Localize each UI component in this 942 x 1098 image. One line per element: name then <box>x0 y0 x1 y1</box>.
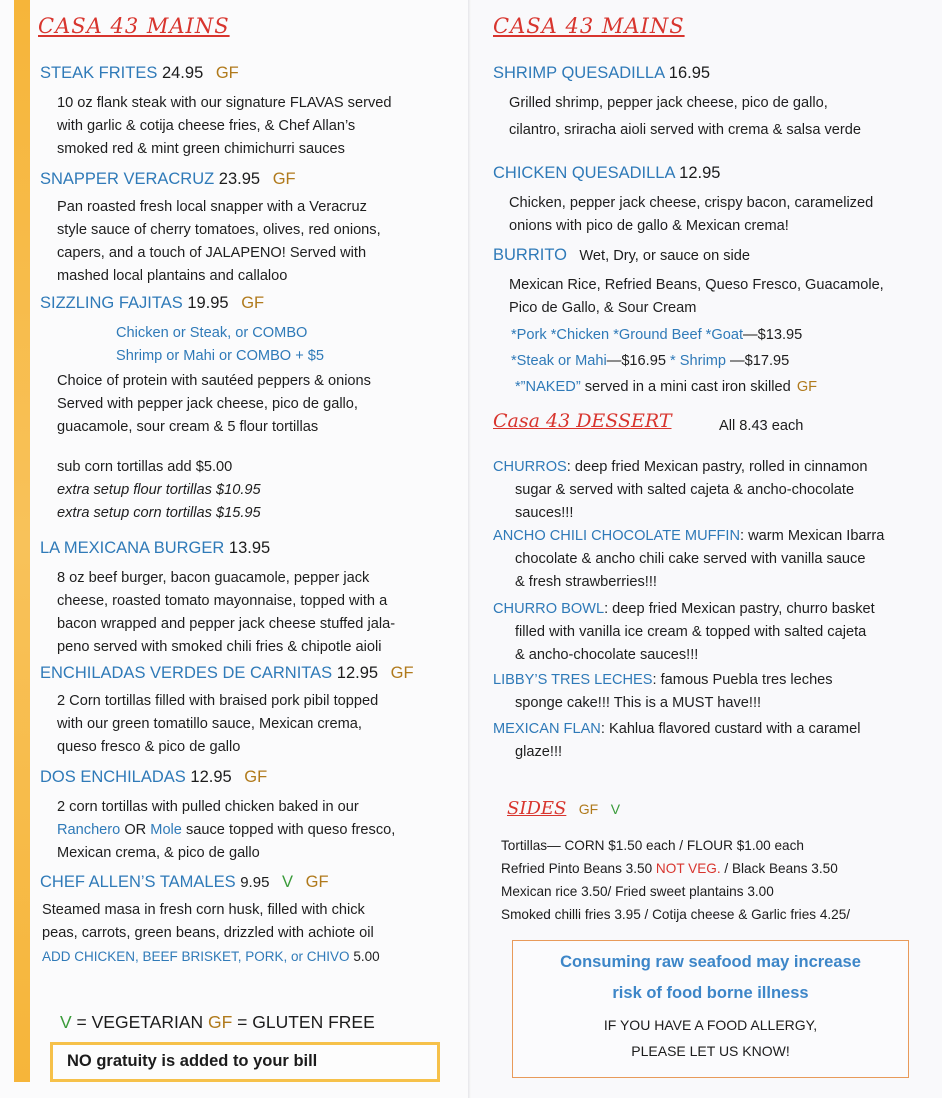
dessert-title: Casa 43 DESSERT <box>493 410 672 432</box>
dessert-line: filled with vanilla ice cream & topped with salted cajeta <box>515 624 867 640</box>
extra-line: extra setup flour tortillas $10.95 <box>57 482 261 498</box>
dessert-line <box>493 598 875 621</box>
dessert-name: LIBBY’S TRES LECHES <box>493 672 653 688</box>
price: —$16.95 <box>606 353 671 369</box>
item-price: 12.95 <box>679 164 721 182</box>
side-line: Mexican rice 3.50/ Fried sweet plantains 3.00 <box>501 884 774 899</box>
desc-line: 2 corn tortillas with pulled chicken baked in our <box>57 799 359 815</box>
item-heading <box>40 294 264 313</box>
legend-v: V <box>60 1012 72 1032</box>
item-heading <box>493 164 720 183</box>
side-line: Smoked chilli fries 3.95 / Cotija cheese & Garlic fries 4.25/ <box>501 907 851 922</box>
sides-list <box>501 834 850 926</box>
dessert-desc: : deep fried Mexican pastry, rolled in cinnamon <box>566 459 868 475</box>
item-heading <box>40 64 239 83</box>
desc-line: Mexican Rice, Refried Beans, Queso Fresco, Guacamole, <box>509 277 884 293</box>
desc-line: style sauce of cherry tomatoes, olives, red onions, <box>57 222 381 238</box>
sauce-option: Ranchero <box>57 822 121 838</box>
protein-options <box>116 322 324 368</box>
item-description <box>42 899 380 968</box>
add-protein-line <box>42 945 380 968</box>
desc-line: 2 Corn tortillas filled with braised pork pibil topped <box>57 693 379 709</box>
dessert-line: & ancho-chocolate sauces!!! <box>515 647 699 663</box>
item-price: 12.95 <box>190 768 232 786</box>
page-title: CASA 43 MAINS <box>493 14 685 38</box>
desc-line: Served with pepper jack cheese, pico de gallo, <box>57 396 358 412</box>
item-name: SNAPPER VERACRUZ <box>40 170 215 188</box>
desc-line: capers, and a touch of JALAPENO! Served with <box>57 245 367 261</box>
decorative-orange-bar <box>14 0 30 1082</box>
desc-line: bacon wrapped and pepper jack cheese stuffed jala- <box>57 616 396 632</box>
item-heading <box>40 873 329 892</box>
dessert-line <box>493 718 860 741</box>
desc-line: onions with pico de gallo & Mexican crema! <box>509 218 789 234</box>
legend <box>60 1012 375 1033</box>
desc-line <box>57 819 395 842</box>
desc-line: Choice of protein with sautéed peppers & onions <box>57 373 371 389</box>
dessert-desc: : Kahlua flavored custard with a caramel <box>600 721 861 737</box>
desc-line: guacamole, sour cream & 5 flour tortillas <box>57 419 319 435</box>
desc-line: Grilled shrimp, pepper jack cheese, pico de gallo, <box>509 95 828 111</box>
legend-gf: GF <box>208 1012 233 1032</box>
dessert-item <box>493 598 875 667</box>
dessert-line <box>493 669 833 692</box>
desc-text: sauce topped with queso fresco, <box>181 822 396 838</box>
legend-v-text: = VEGETARIAN <box>71 1012 208 1032</box>
desc-line: queso fresco & pico de gallo <box>57 739 241 755</box>
allergy-line: IF YOU HAVE A FOOD ALLERGY, <box>603 1017 818 1033</box>
gf-tag: GF <box>578 801 599 817</box>
burrito-prices <box>511 324 817 399</box>
side-line <box>501 857 850 880</box>
naked-desc: served in a mini cast iron skilled <box>580 379 795 395</box>
desc-line: peas, carrots, green beans, drizzled with achiote oil <box>42 925 374 941</box>
item-price: 24.95 <box>161 64 204 82</box>
gf-tag: GF <box>215 64 239 82</box>
price: —$13.95 <box>743 327 803 343</box>
item-name: STEAK FRITES <box>40 64 158 82</box>
option-line: Chicken or Steak, or COMBO <box>116 325 308 341</box>
dessert-line: & fresh strawberries!!! <box>515 574 657 590</box>
item-description <box>57 567 395 659</box>
gf-tag: GF <box>241 294 265 312</box>
add-options: ADD CHICKEN, BEEF BRISKET, PORK, or CHIVO <box>42 949 350 964</box>
item-name: SIZZLING FAJITAS <box>40 294 183 312</box>
dessert-name: CHURROS <box>493 459 567 475</box>
extra-line: extra setup corn tortillas $15.95 <box>57 505 261 521</box>
item-heading <box>493 246 750 265</box>
item-heading <box>40 664 414 683</box>
dessert-desc: : warm Mexican Ibarra <box>740 528 885 544</box>
dessert-line <box>493 525 884 548</box>
desc-line: Pan roasted fresh local snapper with a Veracruz <box>57 199 367 215</box>
dessert-line: sponge cake!!! This is a MUST have!!! <box>515 695 762 711</box>
protein-list: *Pork *Chicken *Ground Beef *Goat <box>511 327 744 343</box>
item-name: BURRITO <box>493 246 567 264</box>
veg-tag: V <box>282 873 294 891</box>
dessert-line: chocolate & ancho chili cake served with vanilla sauce <box>515 551 866 567</box>
conjunction: OR <box>120 822 151 838</box>
menu-right-page <box>471 0 942 1098</box>
desc-line: Pico de Gallo, & Sour Cream <box>509 300 697 316</box>
dessert-line <box>493 456 867 479</box>
desc-line: mashed local plantains and callaloo <box>57 268 288 284</box>
gf-tag: GF <box>244 768 268 786</box>
item-price: 23.95 <box>218 170 261 188</box>
price: —$17.95 <box>725 353 790 369</box>
protein-list: *Steak or Mahi <box>511 353 607 369</box>
item-price: 9.95 <box>240 874 270 891</box>
item-name: CHICKEN QUESADILLA <box>493 164 675 182</box>
gf-tag: GF <box>305 873 329 891</box>
veg-tag: V <box>610 801 621 817</box>
item-price: 16.95 <box>668 64 711 82</box>
item-description <box>509 92 861 142</box>
item-price: 13.95 <box>228 539 271 557</box>
extra-line: sub corn tortillas add $5.00 <box>57 459 233 475</box>
dessert-desc: : deep fried Mexican pastry, churro basket <box>604 601 875 617</box>
protein-list: * Shrimp <box>670 353 726 369</box>
not-veg-note: NOT VEG. <box>655 861 721 876</box>
item-description <box>57 370 371 439</box>
desc-line: Steamed masa in fresh corn husk, filled with chick <box>42 902 365 918</box>
sides-title: SIDES <box>507 798 567 819</box>
dessert-name: ANCHO CHILI CHOCOLATE MUFFIN <box>493 528 741 544</box>
item-heading <box>40 768 267 787</box>
item-description <box>509 192 873 238</box>
dessert-line: sugar & served with salted cajeta & ancho-chocolate <box>515 482 855 498</box>
item-name: SHRIMP QUESADILLA <box>493 64 665 82</box>
side-text: / Black Beans 3.50 <box>720 861 838 876</box>
item-description <box>57 690 378 759</box>
side-line: Tortillas— CORN $1.50 each / FLOUR $1.00 each <box>501 838 804 853</box>
allergy-warning-box <box>512 940 909 1078</box>
option-line: Shrimp or Mahi or COMBO + $5 <box>116 348 325 364</box>
warning-line: risk of food borne illness <box>612 984 809 1002</box>
page-title: CASA 43 MAINS <box>38 14 230 38</box>
item-name: ENCHILADAS VERDES DE CARNITAS <box>40 664 333 682</box>
dessert-item <box>493 456 867 525</box>
item-description <box>57 196 381 288</box>
dessert-line: glaze!!! <box>515 744 563 760</box>
item-price: 19.95 <box>187 294 229 312</box>
item-heading <box>493 64 710 83</box>
price-line <box>511 350 817 373</box>
gf-tag: GF <box>390 664 414 682</box>
dessert-name: MEXICAN FLAN <box>493 721 601 737</box>
naked-option: *”NAKED” <box>515 379 581 395</box>
gf-tag: GF <box>796 379 818 395</box>
dessert-price: All 8.43 each <box>719 418 804 434</box>
desc-line: cilantro, sriracha aioli served with crema & salsa verde <box>509 122 862 138</box>
desc-line: with our green tomatillo sauce, Mexican crema, <box>57 716 362 732</box>
dessert-item <box>493 718 860 764</box>
burrito-options: Wet, Dry, or sauce on side <box>579 248 751 264</box>
desc-line: cheese, roasted tomato mayonnaise, topped with a <box>57 593 388 609</box>
naked-line <box>511 376 817 399</box>
desc-line: with garlic & cotija cheese fries, & Chef Allan’s <box>57 118 356 134</box>
price-line <box>511 324 817 347</box>
item-heading <box>40 539 270 558</box>
item-price: 12.95 <box>336 664 379 682</box>
dessert-name: CHURRO BOWL <box>493 601 605 617</box>
dessert-line: sauces!!! <box>515 505 574 521</box>
allergy-line: PLEASE LET US KNOW! <box>631 1043 790 1059</box>
desc-line: peno served with smoked chili fries & chipotle aioli <box>57 639 382 655</box>
item-description <box>57 92 391 161</box>
fajita-extras <box>57 456 261 525</box>
desc-line: 10 oz flank steak with our signature FLAVAS served <box>57 95 392 111</box>
desc-line: Mexican crema, & pico de gallo <box>57 845 260 861</box>
dessert-item <box>493 525 884 594</box>
item-description <box>57 796 395 865</box>
desc-line: smoked red & mint green chimichurri sauces <box>57 141 345 157</box>
desc-line: Chicken, pepper jack cheese, crispy bacon, caramelized <box>509 195 874 211</box>
item-heading <box>40 170 296 189</box>
warning-line: Consuming raw seafood may increase <box>560 953 861 971</box>
sides-heading <box>507 798 620 819</box>
item-name: LA MEXICANA BURGER <box>40 539 225 557</box>
add-price: 5.00 <box>353 949 380 964</box>
gf-tag: GF <box>272 170 296 188</box>
dessert-desc: : famous Puebla tres leches <box>652 672 833 688</box>
dessert-item <box>493 669 833 715</box>
gratuity-notice: NO gratuity is added to your bill <box>67 1052 318 1070</box>
side-text: Refried Pinto Beans 3.50 <box>501 861 656 876</box>
sauce-option: Mole <box>150 822 182 838</box>
item-description <box>509 274 884 320</box>
item-name: DOS ENCHILADAS <box>40 768 186 786</box>
item-name: CHEF ALLEN’S TAMALES <box>40 873 236 891</box>
desc-line: 8 oz beef burger, bacon guacamole, pepper jack <box>57 570 370 586</box>
gratuity-notice-box <box>50 1042 440 1082</box>
legend-gf-text: = GLUTEN FREE <box>232 1012 375 1032</box>
